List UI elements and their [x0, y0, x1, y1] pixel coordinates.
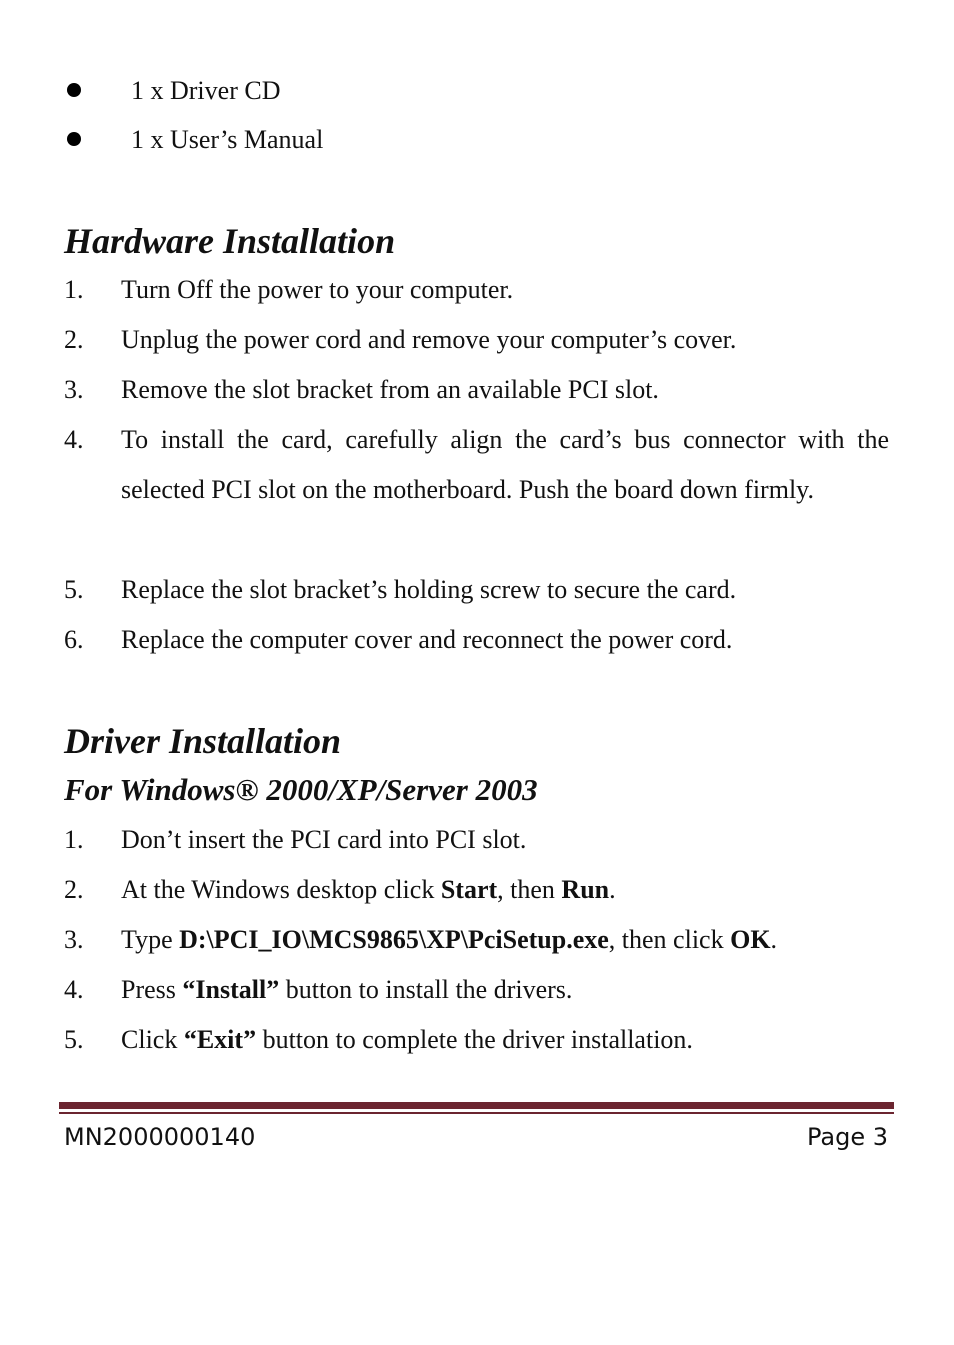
ok-label: OK — [730, 925, 771, 954]
step-text: Click “Exit” button to complete the driver installation. — [121, 1025, 693, 1054]
run-label: Run — [561, 875, 610, 904]
step-text: Don’t insert the PCI card into PCI slot. — [121, 825, 527, 854]
step-number: 2. — [64, 325, 84, 354]
list-item-text: 1 x Driver CD — [131, 76, 281, 105]
install-label: “Install” — [182, 975, 280, 1004]
step-number: 4. — [64, 425, 84, 454]
document-number: MN2000000140 — [64, 1123, 256, 1151]
step-number: 1. — [64, 825, 84, 854]
step-number: 6. — [64, 625, 84, 654]
exit-label: “Exit” — [183, 1025, 257, 1054]
list-item-text: 1 x User’s Manual — [131, 125, 324, 154]
step-text: Turn Off the power to your computer. — [121, 275, 514, 304]
start-label: Start — [440, 875, 498, 904]
step-text: Press “Install” button to install the drivers. — [121, 975, 573, 1004]
step-text: Remove the slot bracket from an available PCI slot. — [121, 375, 659, 404]
driver-installation-heading: Driver Installation — [64, 721, 342, 761]
windows-subheading: For Windows® 2000/XP/Server 2003 — [64, 772, 538, 807]
step-text: Type D:\PCI_IO\MCS9865\XP\PciSetup.exe, then click OK. — [121, 925, 778, 954]
footer-rule-thin — [59, 1112, 894, 1114]
page-number: Page 3 — [807, 1123, 888, 1151]
footer-rule-thick — [59, 1102, 894, 1109]
bullet-icon — [67, 132, 81, 146]
step-number: 1. — [64, 275, 84, 304]
step-text: To install the card, carefully align the card’s bus connector with the selected PCI slot on the motherboard. Push the board down firmly. — [121, 425, 889, 504]
step-text: Replace the computer cover and reconnect the power cord. — [121, 625, 733, 654]
step-text: At the Windows desktop click Start, then Run. — [121, 875, 616, 904]
bullet-icon — [67, 83, 81, 97]
step-number: 3. — [64, 925, 84, 954]
step-number: 3. — [64, 375, 84, 404]
step-number: 5. — [64, 575, 84, 604]
step-number: 4. — [64, 975, 84, 1004]
hardware-installation-heading: Hardware Installation — [64, 221, 396, 261]
step-text: Replace the slot bracket’s holding screw to secure the card. — [121, 575, 737, 604]
step-number: 2. — [64, 875, 84, 904]
step-number: 5. — [64, 1025, 84, 1054]
setup-path: D:\PCI_IO\MCS9865\XP\PciSetup.exe — [179, 925, 609, 954]
step-text: Unplug the power cord and remove your computer’s cover. — [121, 325, 737, 354]
